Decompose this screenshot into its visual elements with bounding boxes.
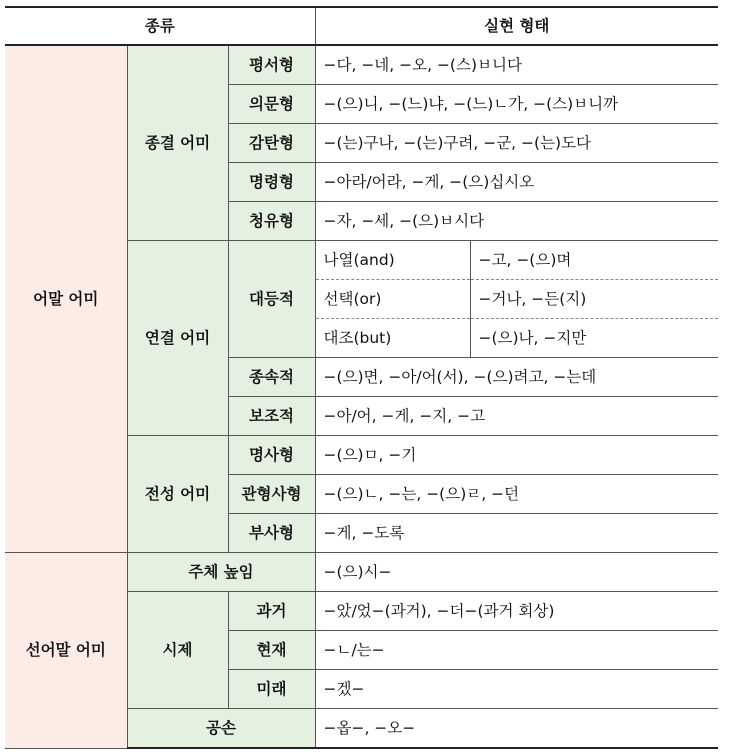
row-forms: −겠− [315, 670, 718, 709]
coordinate-meaning: 대조(but) [315, 319, 470, 358]
coordinate-meaning: 나열(and) [315, 241, 470, 280]
row-forms: −다, −네, −오, −(스)ㅂ니다 [315, 45, 718, 85]
row-forms: −자, −세, −(으)ㅂ시다 [315, 202, 718, 241]
table-row [5, 45, 718, 85]
row-name: 미래 [228, 670, 315, 709]
subject-honorific-label: 주체 높임 [127, 553, 315, 592]
coordinate-forms: −고, −(으)며 [470, 241, 718, 280]
ending-classification-table [5, 6, 718, 749]
coordinate-label: 대등적 [228, 241, 315, 358]
table-row [5, 553, 718, 592]
row-forms: −(으)ㅁ, −기 [315, 436, 718, 475]
row-forms: −(으)시− [315, 553, 718, 592]
transformative-label: 전성 어미 [127, 436, 228, 553]
row-name: 감탄형 [228, 124, 315, 163]
prefinal-ending-label: 선어말 어미 [5, 553, 127, 749]
row-forms: −게, −도록 [315, 514, 718, 553]
row-forms: −아/어, −게, −지, −고 [315, 397, 718, 436]
row-forms: −옵−, −오− [315, 709, 718, 749]
row-name: 보조적 [228, 397, 315, 436]
coordinate-forms: −거나, −든(지) [470, 280, 718, 319]
row-forms: −았/었−(과거), −더−(과거 회상) [315, 592, 718, 631]
row-forms: −(으)ㄴ, −는, −(으)ㄹ, −던 [315, 475, 718, 514]
row-forms: −(는)구나, −(는)구려, −군, −(는)도다 [315, 124, 718, 163]
sentence-final-label: 종결 어미 [127, 45, 228, 241]
row-name: 종속적 [228, 358, 315, 397]
row-forms: −ㄴ/는− [315, 631, 718, 670]
row-name: 의문형 [228, 85, 315, 124]
row-forms: −(으)면, −아/어(서), −(으)려고, −는데 [315, 358, 718, 397]
row-name: 현재 [228, 631, 315, 670]
row-forms: −아라/어라, −게, −(으)십시오 [315, 163, 718, 202]
row-name: 과거 [228, 592, 315, 631]
connective-label: 연결 어미 [127, 241, 228, 436]
humble-label: 공손 [127, 709, 315, 749]
grammar-table-container [5, 6, 718, 749]
row-name: 부사형 [228, 514, 315, 553]
row-forms: −(으)니, −(느)냐, −(느)ㄴ가, −(스)ㅂ니까 [315, 85, 718, 124]
coordinate-forms: −(으)나, −지만 [470, 319, 718, 358]
header-form: 실현 형태 [315, 7, 718, 45]
row-name: 명사형 [228, 436, 315, 475]
row-name: 평서형 [228, 45, 315, 85]
row-name: 명령형 [228, 163, 315, 202]
row-name: 청유형 [228, 202, 315, 241]
header-row [5, 7, 718, 45]
coordinate-meaning: 선택(or) [315, 280, 470, 319]
final-ending-label: 어말 어미 [5, 45, 127, 553]
header-type: 종류 [5, 7, 315, 45]
tense-label: 시제 [127, 592, 228, 709]
row-name: 관형사형 [228, 475, 315, 514]
